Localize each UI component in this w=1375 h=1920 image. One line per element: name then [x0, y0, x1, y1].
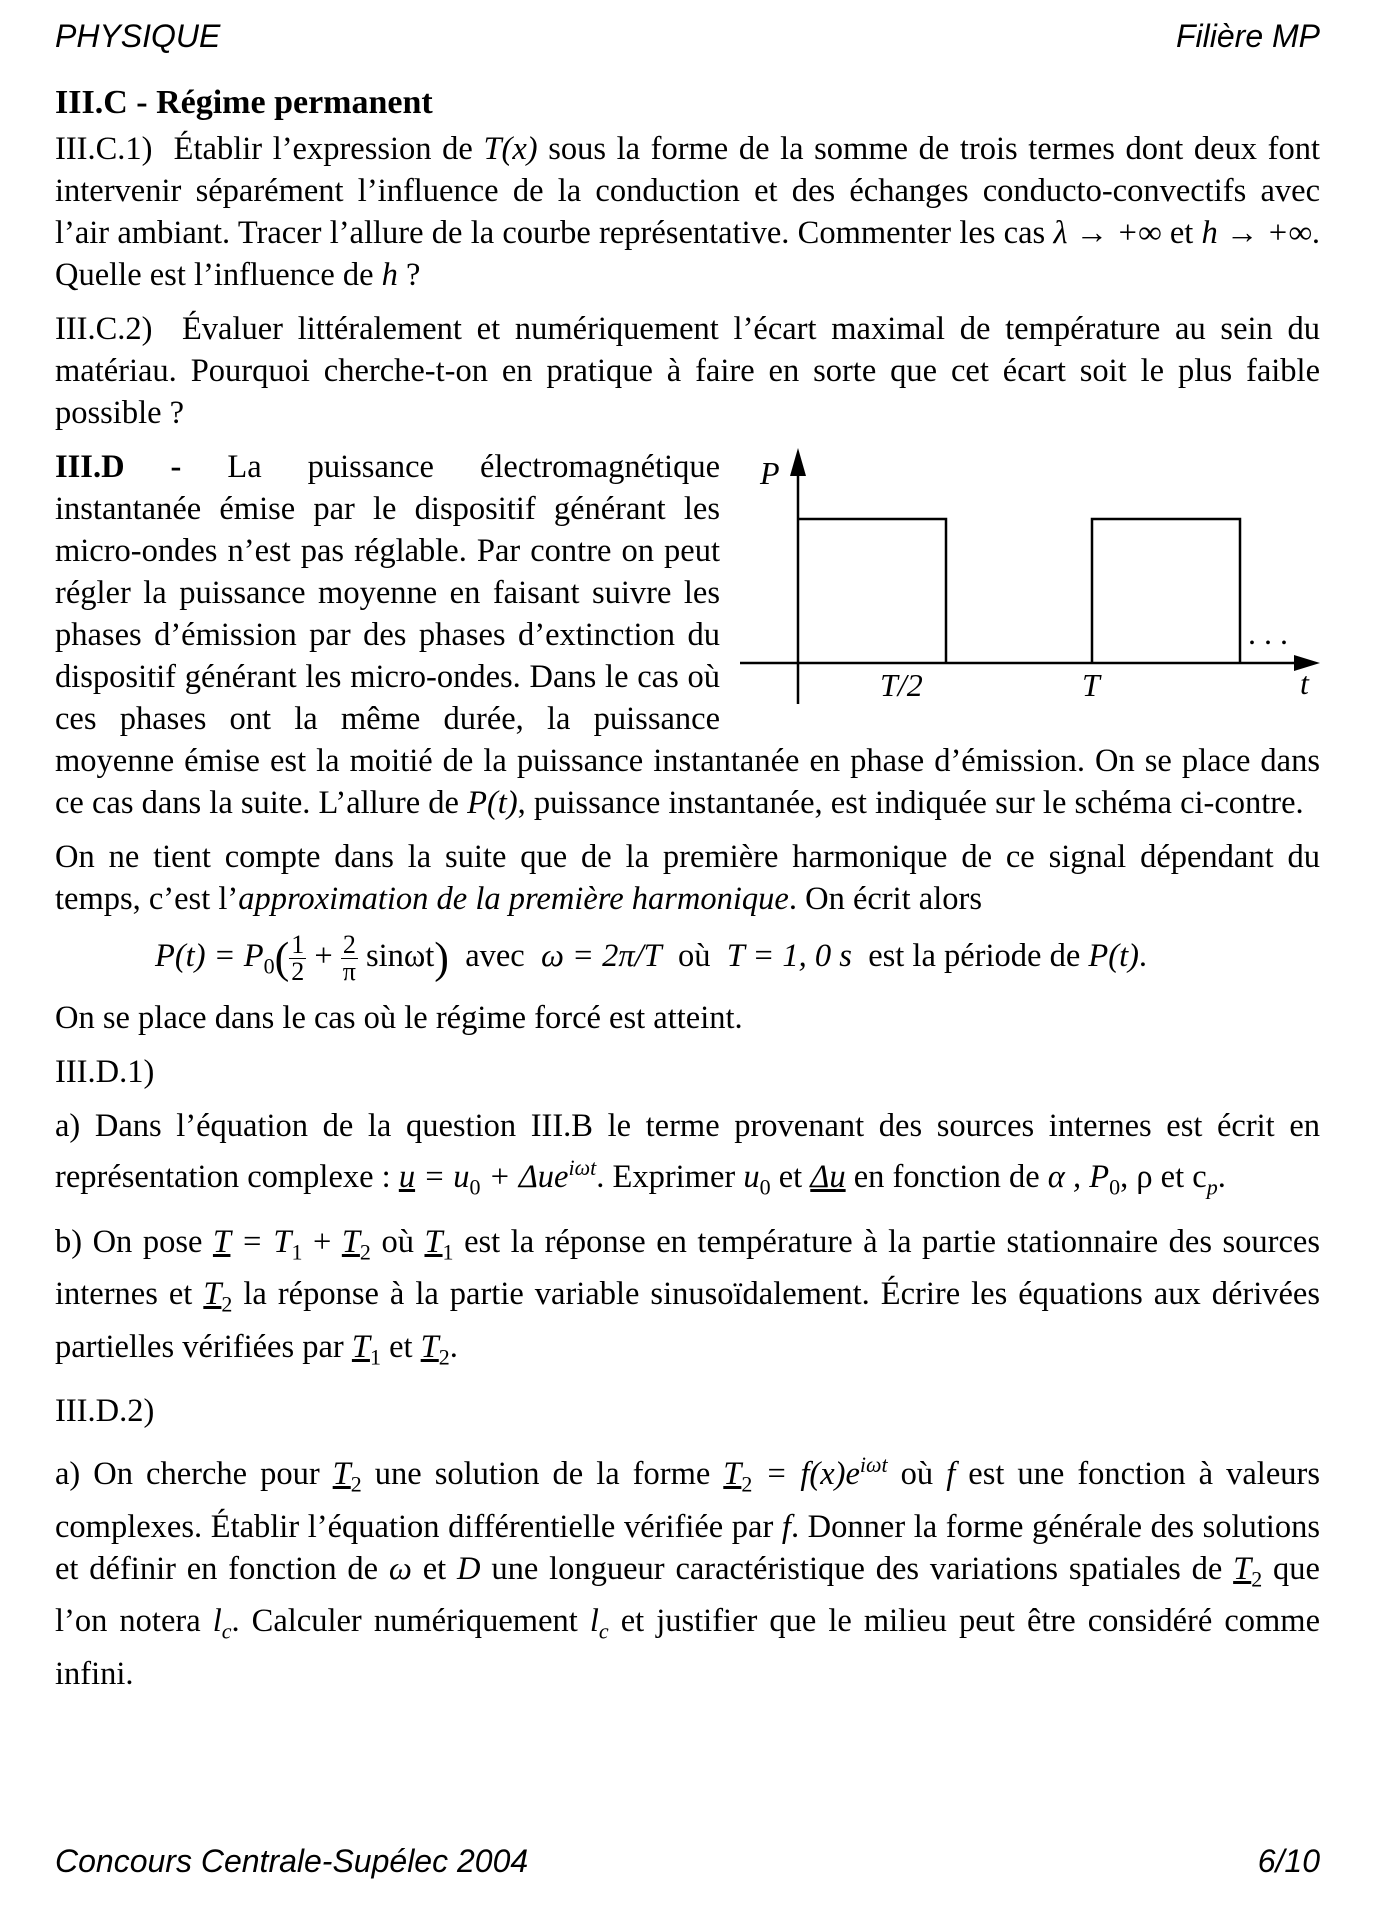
- p-axis-arrow-icon: [790, 448, 806, 476]
- page-body: [55, 82, 1320, 1707]
- p-axis-label: P: [760, 455, 780, 491]
- regime-statement: On se place dans le cas où le régime forcé est atteint.: [55, 1000, 743, 1037]
- footer-competition: Concours Centrale-Supélec 2004: [55, 1843, 529, 1879]
- power-equation: $P(t) = P_0$( $\frac{1}{2}$ + $\frac{2}{\pi}$ sinωt) avec ω = 2π/T où T = 1, 0 s est la période de P(t).: [155, 930, 1148, 986]
- section-c-title: III.C - Régime permanent: [55, 84, 433, 121]
- question-d2-label: III.D.2): [55, 1393, 155, 1430]
- question-d1b: b) On pose $T = T_1 + T_2$ où $T_1$ est la réponse en température à la partie stationnaire des sources internes et $T_2$ la réponse à la partie variable sinusoïdalement. Écrire les équations aux dérivées partielles vérifiées par $T_1$ et $T_2$.: [55, 1223, 1320, 1370]
- question-c2: III.C.2) Évaluer littéralement et numériquement l’écart maximal de température au sein du matériau. Pourquoi cherche-t-on en pratique à faire en sorte que cet écart soit le plus faible possible ?: [55, 311, 1321, 431]
- footer-page-number: 6/10: [1257, 1843, 1320, 1879]
- ellipsis: . . .: [1248, 615, 1288, 651]
- pulse-1: [798, 519, 946, 663]
- power-square-wave-figure: [740, 448, 1320, 740]
- tick-half-period: T/2: [880, 667, 923, 703]
- t-axis-label: t: [1300, 665, 1309, 701]
- tick-period: T: [1082, 667, 1100, 703]
- harmonic-paragraph: On ne tient compte dans la suite que de la première harmonique de ce signal dépendant du temps, c’est l’approximation de la première harmonique. On écrit alors: [55, 839, 1320, 917]
- pulse-2: [1092, 519, 1240, 663]
- header-subject: PHYSIQUE: [55, 18, 221, 54]
- question-d1-label: III.D.1): [55, 1054, 155, 1091]
- section-d-intro: III.D - La puissance électromagnétique instantanée émise par le dispositif générant les micro-ondes n’est pas réglable. Par contre on peut régler la puissance moyenne en faisant suivre les phases d’émission par des phases d’extinction du dispositif générant les micro-ondes. Dans le cas où ces phases ont la même durée, la puissance moyenne émise est la moitié de la puissance instantanée en phase d’émission. On se place dans ce cas dans la suite. L’allure de P(t), puissance instantanée, est indiquée sur le schéma ci-contre.: [55, 449, 1320, 821]
- question-c1: III.C.1) Établir l’expression de T(x) sous la forme de la somme de trois termes dont deux font intervenir séparément l’influence de la conduction et des échanges conducto-convectifs avec l’air ambiant. Tracer l’allure de la courbe représentative. Commenter les cas λ → +∞ et h → +∞. Quelle est l’influence de h ?: [55, 131, 1321, 293]
- question-d1a: a) Dans l’équation de la question III.B le terme provenant des sources internes est écrit en représentation complexe : $u = u_0 + \Delta ue^{i\omega t}$. Exprimer $u_0$ et Δu en fonction de α , $P_0$, ρ et $c_p$.: [55, 1108, 1320, 1200]
- question-d2a: a) On cherche pour $T_2$ une solution de la forme $T_2 = f(x)e^{i\omega t}$ où f est une fonction à valeurs complexes. Établir l’équation différentielle vérifiée par f. Donner la forme générale des solutions et définir en fonction de ω et D une longueur caractéristique des variations spatiales de $T_2$ que l’on notera $l_c$. Calculer numériquement $l_c$ et justifier que le milieu peut être considéré comme infini.: [55, 1452, 1320, 1692]
- header-stream: Filière MP: [1175, 18, 1320, 54]
